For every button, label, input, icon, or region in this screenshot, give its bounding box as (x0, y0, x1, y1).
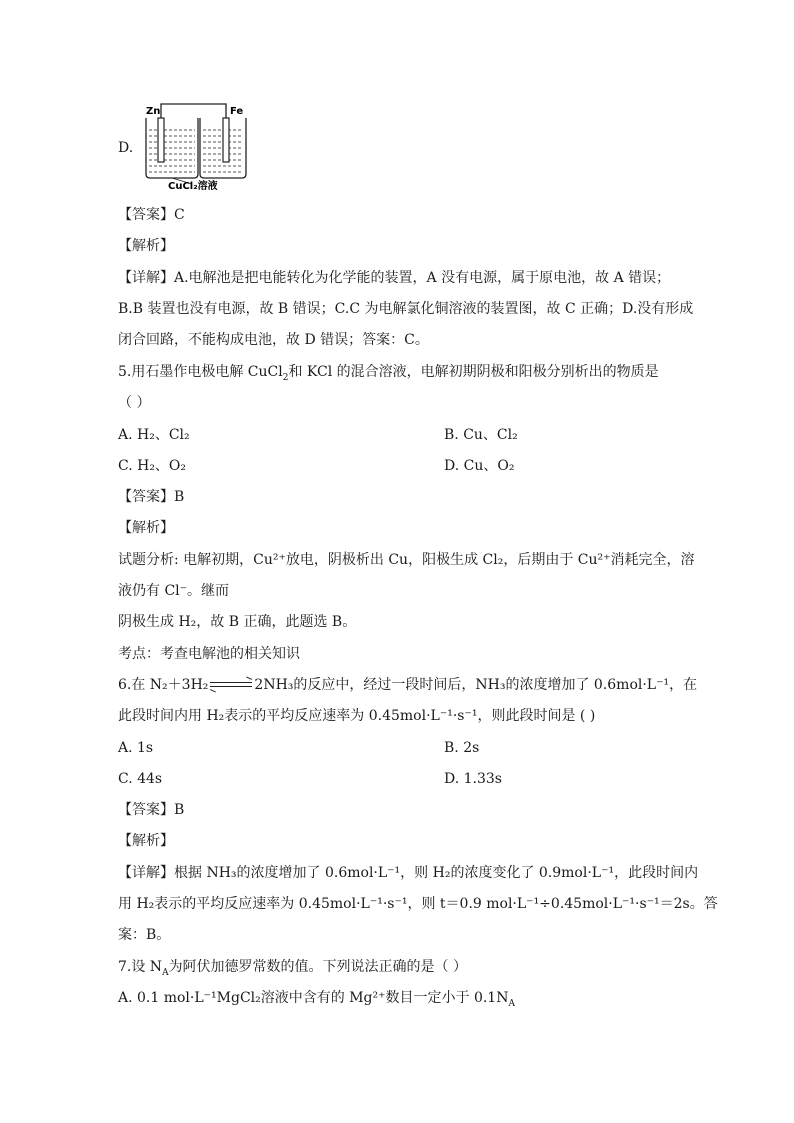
q7-option-a: A. 0.1 mol·L⁻¹MgCl₂溶液中含有的 Mg²⁺数目一定小于 $0.1N_A$ (118, 990, 515, 1009)
solution-label: CuCl₂溶液 (168, 181, 218, 190)
q6-option-b: B. 2s (444, 740, 480, 756)
q6-answer: 【答案】B (118, 802, 185, 818)
q6-option-a: A. 1s (118, 740, 154, 756)
q4-detail-line: 【详解】A.电解池是把电能转化为化学能的装置，A 没有电源，属于原电池，故 A 错误； (118, 270, 671, 286)
q6-option-c: C. 44s (118, 771, 163, 787)
q5-option-b: B. Cu、Cl₂ (444, 427, 518, 443)
q6-stem-line: 6.在 N₂＋3H₂ 2NH₃的反应中，经过一段时间后，NH₃的浓度增加了 0.6mol·L⁻¹，在 (118, 677, 698, 693)
q5-answer: 【答案】B (118, 489, 185, 505)
q5-paren: （ ） (118, 395, 151, 411)
electrolysis-figure (138, 98, 248, 190)
q4-detail-line: 闭合回路，不能构成电池，故 D 错误；答案：C。 (118, 332, 429, 348)
q6-analysis-tag: 【解析】 (118, 833, 174, 849)
fe-electrode (223, 118, 229, 162)
fe-label: Fe (230, 106, 244, 117)
q5-analysis-line: 阴极生成 H₂，故 B 正确，此题选 B。 (118, 614, 357, 630)
q4-analysis-tag: 【解析】 (118, 238, 174, 254)
q6-detail-line: 【详解】根据 NH₃的浓度增加了 0.6mol·L⁻¹，则 H₂的浓度变化了 0.9mol·L⁻¹，此段时间内 (118, 865, 699, 881)
q6-detail-line: 用 H₂表示的平均反应速率为 0.45mol·L⁻¹·s⁻¹，则 t＝0.9 mol·L⁻¹÷0.45mol·L⁻¹·s⁻¹＝2s。答 (118, 896, 718, 912)
q4-answer: 【答案】C (118, 207, 185, 223)
zn-label: Zn (146, 106, 161, 117)
q5-analysis-tag: 【解析】 (118, 520, 174, 536)
equilibrium-arrow-icon (210, 679, 252, 691)
q5-option-c: C. H₂、O₂ (118, 458, 187, 474)
q5-analysis-line: 液仍有 Cl⁻。继而 (118, 583, 230, 599)
q6-detail-line: 案：B。 (118, 927, 171, 943)
q6-option-d: D. 1.33s (444, 771, 502, 787)
q7-stem: 7.设 $N_A$为阿伏加德罗常数的值。下列说法正确的是（ ） (118, 959, 468, 978)
q4-detail-line: B.B 装置也没有电源，故 B 错误；C.C 为电解氯化铜溶液的装置图，故 C 正确；D.没有形成 (118, 301, 694, 317)
q5-kaodian: 考点：考查电解池的相关知识 (118, 646, 300, 662)
q5-option-a: A. H₂、Cl₂ (118, 427, 190, 443)
q5-stem: 5.用石墨作电极电解 CuCl$_2$和 KCl 的混合溶液，电解初期阴极和阳极分别析出的物质是 (118, 364, 659, 383)
q6-stem-line: 此段时间内用 H₂表示的平均反应速率为 0.45mol·L⁻¹·s⁻¹，则此段时间是 ( ) (118, 708, 596, 724)
q5-option-d: D. Cu、O₂ (444, 458, 515, 474)
q5-analysis-line: 试题分析: 电解初期，Cu²⁺放电，阴极析出 Cu，阳极生成 Cl₂，后期由于 Cu²⁺消耗完全，溶 (118, 552, 695, 568)
zn-electrode (158, 118, 164, 162)
option-d-label: D. (118, 140, 134, 156)
